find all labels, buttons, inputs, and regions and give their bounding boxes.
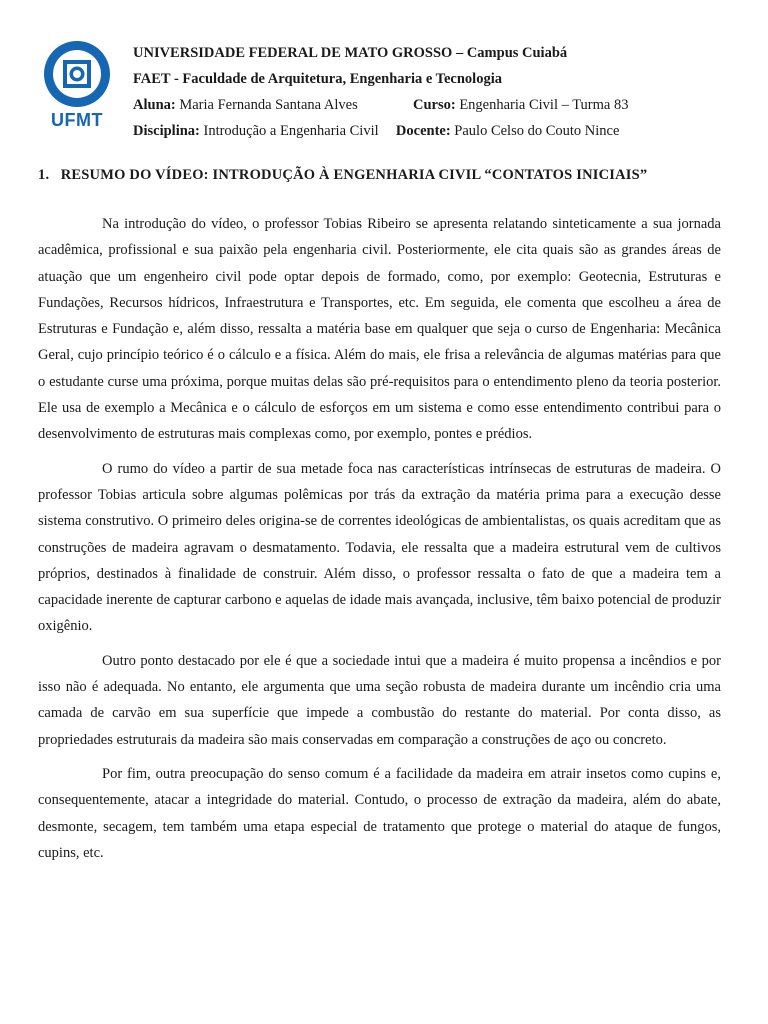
ufmt-logo: [36, 38, 118, 138]
logo-text: UFMT: [51, 110, 103, 130]
docente-label: Docente:: [395, 123, 451, 139]
student-course-line: [133, 92, 743, 118]
faculty-name: FAET - Faculdade de Arquitetura, Engenharia e Tecnologia: [133, 71, 502, 87]
section-title: 1. RESUMO DO VÍDEO: INTRODUÇÃO À ENGENHARIA CIVIL “CONTATOS INICIAIS”: [38, 167, 648, 183]
paragraph: Por fim, outra preocupação do senso comum é a facilidade da madeira em atrair insetos como cupins e, consequentemente, atacar a integridade do material. Contudo, o processo de extração da madeira, além do abate, desmonte, secagem, tem também uma etapa especial de tratamento que protege o material do ataque de fungos, cupins, etc.: [38, 765, 721, 861]
document-header: [133, 40, 743, 144]
discipline-line: [133, 118, 743, 144]
ufmt-emblem-icon: [36, 38, 118, 110]
curso-value: Engenharia Civil – Turma 83: [459, 97, 629, 113]
disciplina-value: Introdução a Engenharia Civil: [203, 123, 379, 139]
paragraph: O rumo do vídeo a partir de sua metade foca nas características intrínsecas de estruturas de madeira. O professor Tobias articula sobre algumas polêmicas por trás da extração da matéria prima para a execução desse sistema construtivo. O primeiro deles origina-se de correntes ideológicas de ambientalistas, os quais acreditam que as construções de madeira agravam o desmatamento. Todavia, ele ressalta que a madeira estrutural vem de cultivos próprios, destinados à finalidade de construir. Além disso, o professor ressalta o fato de que a madeira tem a capacidade inerente de capturar carbono e aquelas de idade mais avançada, inclusive, têm baixo potencial de produzir oxigênio.: [38, 460, 721, 635]
aluna-label: Aluna:: [133, 97, 176, 113]
paragraph: Na introdução do vídeo, o professor Tobias Ribeiro se apresenta relatando sinteticamente a sua jornada acadêmica, profissional e sua paixão pela engenharia civil. Posteriormente, ele cita quais são as grandes áreas de atuação que um engenheiro civil pode optar depois de formado, como, por exemplo: Geotecnia, Estruturas e Fundações, Recursos hídricos, Infraestrutura e Transportes, etc. Em seguida, ele comenta que escolheu a área de Estruturas e Fundação e, além disso, ressalta a matéria base em qualquer que seja o curso de Engenharia: Mecânica Geral, cujo princípio teórico é o cálculo e a física. Além do mais, ele frisa a relevância de algumas matérias para que o estudante curse uma próxima, porque muitas delas são pré-requisitos para o entendimento pleno da teoria posterior. Ele usa de exemplo a Mecânica e o cálculo de esforços em um sistema e como esse entendimento contribui para o desenvolvimento de estruturas mais complexas como, por exemplo, pontes e prédios.: [38, 216, 721, 443]
disciplina-label: Disciplina:: [133, 123, 200, 139]
document-body: [38, 211, 721, 874]
aluna-value: Maria Fernanda Santana Alves: [179, 97, 358, 113]
curso-label: Curso:: [412, 97, 456, 113]
paragraph: Outro ponto destacado por ele é que a sociedade intui que a madeira é muito propensa a incêndios e por isso não é adequada. No entanto, ele argumenta que uma seção robusta de madeira durante um incêndio cria uma camada de carvão em sua superfície que impede a combustão do restante do material. Por conta disso, as propriedades estruturais da madeira são mais conservadas em comparação a construções de aço ou concreto.: [38, 652, 721, 748]
university-name: UNIVERSIDADE FEDERAL DE MATO GROSSO – Campus Cuiabá: [133, 45, 568, 61]
docente-value: Paulo Celso do Couto Nince: [454, 123, 620, 139]
